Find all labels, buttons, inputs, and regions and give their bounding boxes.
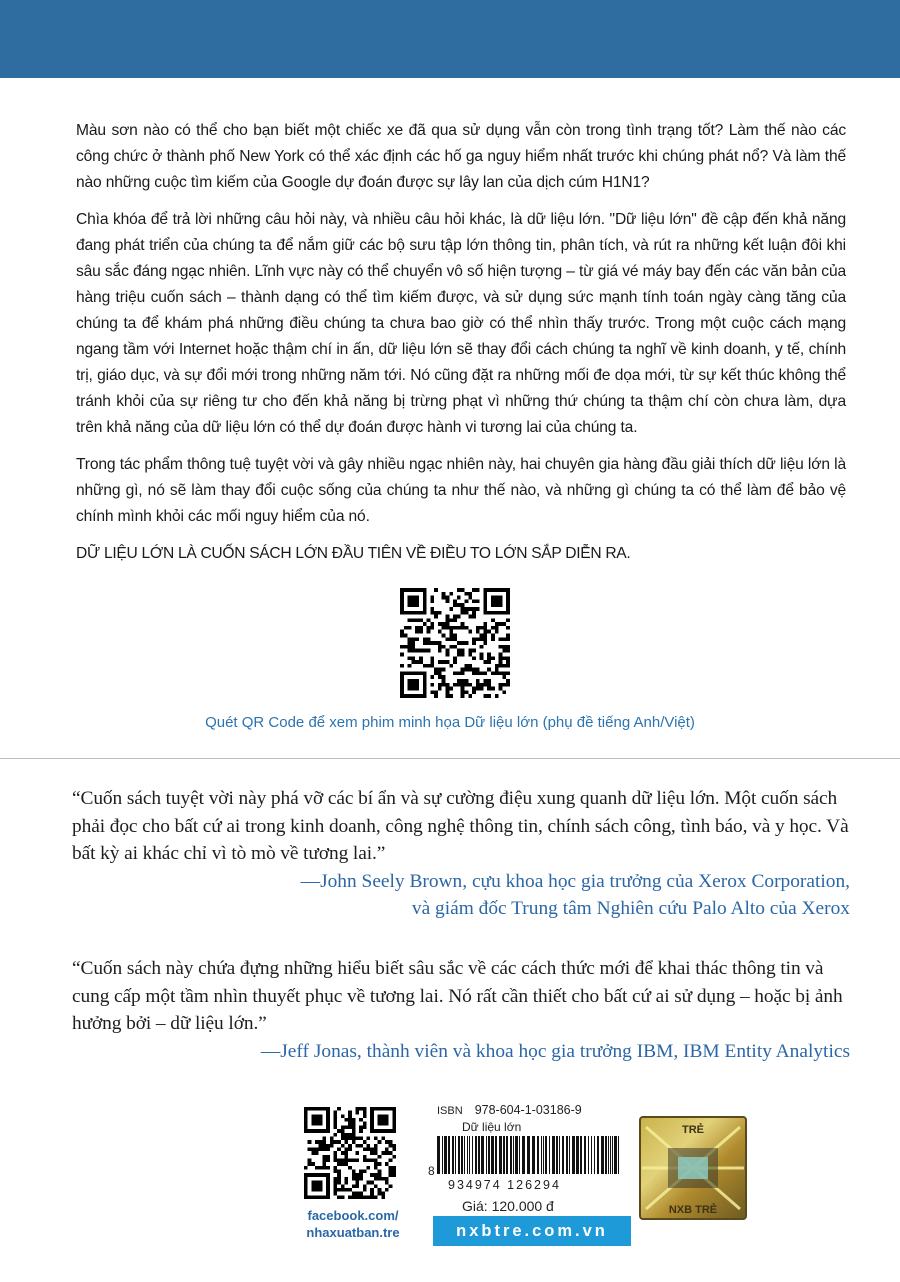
- intro-paragraph-2: Chìa khóa để trả lời những câu hỏi này, và nhiều câu hỏi khác, là dữ liệu lớn. "Dữ liệu lớn" đề cập đến khả năng đang phát triển của chúng ta để nắm giữ các bộ sưu tập lớn thông tin, phân tích, và rút ra những kết luận đôi khi sâu sắc đáng ngạc nhiên. Lĩnh vực này có thể chuyển vô số hiện tượng – từ giá vé máy bay đến các văn bản của hàng triệu cuốn sách – thành dạng có thể tìm kiếm được, và sử dụng sức mạnh tính toán ngày càng tăng của chúng ta để khám phá những điều chúng ta chưa bao giờ có thể nhìn thấy trước. Trong một cuộc cách mạng ngang tầm với Internet hoặc thậm chí in ấn, dữ liệu lớn sẽ thay đổi cách chúng ta nghĩ về kinh doanh, y tế, chính trị, giáo dục, và sự đổi mới trong những năm tới. Nó cũng đặt ra những mối đe dọa mới, từ sự kết thúc không thể tránh khỏi của sự riêng tư cho đến khả năng bị trừng phạt vì những thứ chúng ta thậm chí còn chưa làm, dựa trên khả năng của dữ liệu lớn có thể dự đoán được hành vi tương lai của chúng ta.: [76, 211, 846, 436]
- facebook-line-1: facebook.com/: [307, 1208, 399, 1223]
- isbn-line: [437, 1103, 582, 1117]
- intro-text: [76, 118, 846, 578]
- isbn-label: ISBN: [437, 1105, 463, 1117]
- top-color-band: [0, 0, 900, 78]
- facebook-qr-code[interactable]: [304, 1107, 396, 1199]
- intro-tagline: DỮ LIỆU LỚN LÀ CUỐN SÁCH LỚN ĐẦU TIÊN VỀ ĐIỀU TO LỚN SẮP DIỄN RA.: [76, 545, 631, 562]
- facebook-link[interactable]: [298, 1207, 408, 1241]
- section-divider: [0, 758, 900, 759]
- facebook-line-2: nhaxuatban.tre: [306, 1225, 400, 1240]
- intro-paragraph-1: Màu sơn nào có thể cho bạn biết một chiếc xe đã qua sử dụng vẫn còn trong tình trạng tốt? Làm thế nào các công chức ở thành phố New York có thể xác định các hố ga nguy hiểm nhất trước khi chúng phát nổ? Và làm thế nào những cuộc tìm kiếm của Google dự đoán được sự lây lan của dịch cúm H1N1?: [76, 122, 846, 191]
- quote-text: “Cuốn sách tuyệt vời này phá vỡ các bí ẩn và sự cường điệu xung quanh dữ liệu lớn. Một cuốn sách phải đọc cho bất cứ ai trong kinh doanh, công nghệ thông tin, chính sách công, tình báo, và y học. Và bất kỳ ai khác chỉ vì tò mò về tương lai.”: [72, 788, 849, 864]
- barcode-book-title: Dữ liệu lớn: [462, 1120, 522, 1134]
- endorsement-quote-2: [72, 955, 862, 1065]
- qr-caption: Quét QR Code để xem phim minh họa Dữ liệu lớn (phụ đề tiếng Anh/Việt): [205, 714, 695, 731]
- sticker-bottom-text: NXB TRẺ: [668, 1204, 718, 1216]
- quote-attribution-line2: và giám đốc Trung tâm Nghiên cứu Palo Alto của Xerox: [411, 898, 850, 919]
- qr-code[interactable]: [398, 588, 512, 698]
- price-label: Giá: 120.000 đ: [462, 1198, 554, 1214]
- isbn-number: 978-604-1-03186-9: [474, 1103, 582, 1117]
- quote-text: “Cuốn sách này chứa đựng những hiểu biết sâu sắc về các cách thức mới để khai thác thông tin và cung cấp một tầm nhìn thuyết phục về tương lai. Nó rất cần thiết cho bất cứ ai sử dụng – hoặc bị ảnh hưởng bởi – dữ liệu lớn.”: [72, 958, 843, 1034]
- isbn-barcode-block: [410, 1100, 630, 1220]
- quote-attribution-line1: —John Seely Brown, cựu khoa học gia trưởng của Xerox Corporation,: [300, 870, 850, 892]
- barcode-bars: [437, 1136, 621, 1174]
- endorsement-quote-1: [72, 785, 862, 923]
- quote-attribution-line1: —Jeff Jonas, thành viên và khoa học gia trưởng IBM, IBM Entity Analytics: [260, 1040, 850, 1062]
- barcode-lead-digit: 8: [428, 1164, 435, 1178]
- barcode-digits: 934974 126294: [448, 1178, 561, 1192]
- publisher-website[interactable]: nxbtre.com.vn: [433, 1216, 631, 1246]
- hologram-sticker: [638, 1115, 748, 1221]
- sticker-top-text: TRẺ: [682, 1124, 704, 1136]
- intro-paragraph-3: Trong tác phẩm thông tuệ tuyệt vời và gây nhiều ngạc nhiên này, hai chuyên gia hàng đầu giải thích dữ liệu lớn là những gì, nó sẽ làm thay đổi cuộc sống của chúng ta như thế nào, và những gì chúng ta có thể làm để bảo vệ chính mình khỏi các mối nguy hiểm của nó.: [76, 456, 846, 525]
